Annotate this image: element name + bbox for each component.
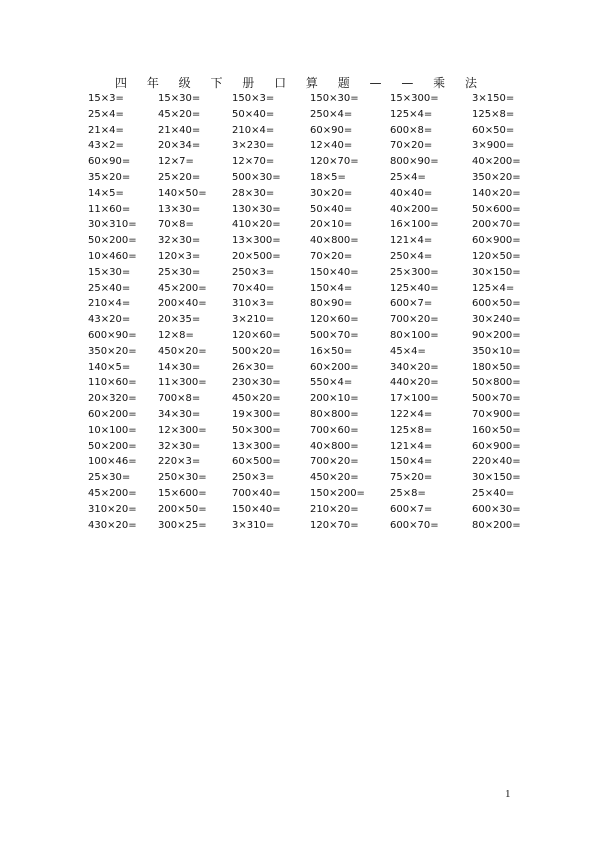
problem-cell: 50×800= bbox=[472, 377, 521, 389]
problem-row bbox=[88, 296, 528, 312]
problem-cell: 700×20= bbox=[310, 456, 359, 468]
problem-cell: 200×50= bbox=[158, 503, 207, 515]
problem-row bbox=[88, 407, 528, 423]
problem-cell: 600×7= bbox=[390, 503, 433, 515]
problem-cell: 100×46= bbox=[88, 456, 137, 468]
problem-cell: 12×7= bbox=[158, 156, 194, 168]
problem-row bbox=[88, 439, 528, 455]
problem-cell: 800×90= bbox=[390, 156, 439, 168]
problem-cell: 210×4= bbox=[88, 298, 131, 310]
problem-cell: 13×300= bbox=[232, 440, 281, 452]
problem-cell: 16×100= bbox=[390, 219, 439, 231]
problem-cell: 14×30= bbox=[158, 361, 201, 373]
problem-cell: 220×40= bbox=[472, 456, 521, 468]
problem-cell: 3×310= bbox=[232, 519, 275, 531]
problem-cell: 43×2= bbox=[88, 140, 124, 152]
problem-cell: 250×4= bbox=[310, 108, 353, 120]
problem-cell: 250×4= bbox=[390, 250, 433, 262]
problem-cell: 20×500= bbox=[232, 250, 281, 262]
problem-cell: 230×30= bbox=[232, 377, 281, 389]
problem-cell: 11×60= bbox=[88, 203, 131, 215]
problem-cell: 50×300= bbox=[232, 424, 281, 436]
page-title: 四 年 级 下 册 口 算 题 — — 乘 法 bbox=[115, 76, 485, 90]
problem-row bbox=[88, 123, 528, 139]
problem-cell: 25×30= bbox=[88, 472, 131, 484]
problem-cell: 60×200= bbox=[310, 361, 359, 373]
problem-row bbox=[88, 265, 528, 281]
problem-cell: 180×50= bbox=[472, 361, 521, 373]
problem-cell: 40×800= bbox=[310, 440, 359, 452]
problem-cell: 80×90= bbox=[310, 298, 353, 310]
problem-cell: 13×300= bbox=[232, 235, 281, 247]
problem-cell: 15×300= bbox=[390, 93, 439, 104]
problem-cell: 310×3= bbox=[232, 298, 275, 310]
problem-cell: 60×900= bbox=[472, 440, 521, 452]
problem-cell: 28×30= bbox=[232, 187, 275, 199]
problem-cell: 600×8= bbox=[390, 124, 433, 136]
problem-cell: 450×20= bbox=[158, 345, 207, 357]
problem-cell: 26×30= bbox=[232, 361, 275, 373]
problem-cell: 250×3= bbox=[232, 266, 275, 278]
problem-row bbox=[88, 375, 528, 391]
problem-cell: 210×20= bbox=[310, 503, 359, 515]
problem-cell: 30×310= bbox=[88, 219, 137, 231]
problem-cell: 600×50= bbox=[472, 298, 521, 310]
problem-cell: 40×200= bbox=[390, 203, 439, 215]
problem-row bbox=[88, 344, 528, 360]
problem-row bbox=[88, 486, 528, 502]
problem-cell: 121×4= bbox=[390, 440, 433, 452]
problem-row bbox=[88, 154, 528, 170]
problem-row bbox=[88, 186, 528, 202]
problem-cell: 600×7= bbox=[390, 298, 433, 310]
problem-cell: 20×35= bbox=[158, 314, 201, 326]
problem-cell: 120×60= bbox=[232, 329, 281, 341]
problem-cell: 25×20= bbox=[158, 171, 201, 183]
problem-cell: 120×70= bbox=[310, 156, 359, 168]
problem-row bbox=[88, 312, 528, 328]
problem-cell: 125×8= bbox=[390, 424, 433, 436]
problem-row bbox=[88, 281, 528, 297]
problem-cell: 25×40= bbox=[88, 282, 131, 294]
problem-row bbox=[88, 138, 528, 154]
problem-cell: 43×20= bbox=[88, 314, 131, 326]
problem-cell: 121×4= bbox=[390, 235, 433, 247]
problem-cell: 45×200= bbox=[158, 282, 207, 294]
problem-cell: 120×50= bbox=[472, 250, 521, 262]
problem-cell: 30×150= bbox=[472, 266, 521, 278]
problem-cell: 90×200= bbox=[472, 329, 521, 341]
problem-row bbox=[88, 328, 528, 344]
problem-cell: 70×900= bbox=[472, 408, 521, 420]
problem-cell: 12×8= bbox=[158, 329, 194, 341]
problem-cell: 25×4= bbox=[88, 108, 124, 120]
problem-row bbox=[88, 233, 528, 249]
problem-cell: 3×150= bbox=[472, 93, 515, 104]
problem-cell: 35×20= bbox=[88, 171, 131, 183]
problem-row bbox=[88, 470, 528, 486]
problem-cell: 75×20= bbox=[390, 472, 433, 484]
problem-cell: 40×40= bbox=[390, 187, 433, 199]
problem-cell: 3×900= bbox=[472, 140, 515, 152]
problem-cell: 25×40= bbox=[472, 487, 515, 499]
problem-cell: 32×30= bbox=[158, 440, 201, 452]
problem-cell: 200×40= bbox=[158, 298, 207, 310]
problem-cell: 310×20= bbox=[88, 503, 137, 515]
problem-cell: 60×500= bbox=[232, 456, 281, 468]
problem-cell: 25×8= bbox=[390, 487, 426, 499]
problem-cell: 12×300= bbox=[158, 424, 207, 436]
problem-cell: 340×20= bbox=[390, 361, 439, 373]
problem-cell: 30×240= bbox=[472, 314, 521, 326]
problem-cell: 50×200= bbox=[88, 440, 137, 452]
problem-cell: 70×20= bbox=[390, 140, 433, 152]
problem-cell: 15×30= bbox=[88, 266, 131, 278]
problem-cell: 110×60= bbox=[88, 377, 137, 389]
problem-cell: 120×70= bbox=[310, 519, 359, 531]
problem-cell: 50×40= bbox=[310, 203, 353, 215]
problem-cell: 50×600= bbox=[472, 203, 521, 215]
problem-cell: 500×70= bbox=[310, 329, 359, 341]
problem-row bbox=[88, 423, 528, 439]
problem-cell: 14×5= bbox=[88, 187, 124, 199]
problem-row bbox=[88, 360, 528, 376]
problem-cell: 350×10= bbox=[472, 345, 521, 357]
problem-cell: 17×100= bbox=[390, 393, 439, 405]
problem-cell: 70×8= bbox=[158, 219, 194, 231]
problem-row bbox=[88, 249, 528, 265]
problem-cell: 700×20= bbox=[390, 314, 439, 326]
problem-cell: 15×30= bbox=[158, 93, 201, 104]
problem-cell: 60×900= bbox=[472, 235, 521, 247]
problem-cell: 600×30= bbox=[472, 503, 521, 515]
problem-cell: 10×460= bbox=[88, 250, 137, 262]
problem-cell: 80×800= bbox=[310, 408, 359, 420]
problem-cell: 150×40= bbox=[232, 503, 281, 515]
problem-cell: 60×90= bbox=[310, 124, 353, 136]
problem-cell: 20×320= bbox=[88, 393, 137, 405]
problem-cell: 700×60= bbox=[310, 424, 359, 436]
problem-cell: 15×600= bbox=[158, 487, 207, 499]
problem-cell: 125×4= bbox=[472, 282, 515, 294]
problem-cell: 21×40= bbox=[158, 124, 201, 136]
problem-cell: 60×90= bbox=[88, 156, 131, 168]
problem-row bbox=[88, 91, 528, 107]
problem-cell: 25×300= bbox=[390, 266, 439, 278]
problem-cell: 440×20= bbox=[390, 377, 439, 389]
problem-cell: 150×4= bbox=[310, 282, 353, 294]
problem-cell: 3×230= bbox=[232, 140, 275, 152]
problem-cell: 450×20= bbox=[310, 472, 359, 484]
problem-cell: 70×40= bbox=[232, 282, 275, 294]
problem-cell: 25×30= bbox=[158, 266, 201, 278]
problem-cell: 60×50= bbox=[472, 124, 515, 136]
problem-row bbox=[88, 170, 528, 186]
problem-cell: 140×20= bbox=[472, 187, 521, 199]
problem-cell: 45×4= bbox=[390, 345, 426, 357]
problem-cell: 12×40= bbox=[310, 140, 353, 152]
problem-cell: 50×40= bbox=[232, 108, 275, 120]
problem-cell: 45×200= bbox=[88, 487, 137, 499]
problem-cell: 3×210= bbox=[232, 314, 275, 326]
problem-cell: 125×40= bbox=[390, 282, 439, 294]
problem-cell: 70×20= bbox=[310, 250, 353, 262]
problem-cell: 32×30= bbox=[158, 235, 201, 247]
problem-cell: 140×50= bbox=[158, 187, 207, 199]
page-number: 1 bbox=[505, 788, 511, 800]
problem-cell: 25×4= bbox=[390, 171, 426, 183]
problem-cell: 160×50= bbox=[472, 424, 521, 436]
problem-cell: 600×70= bbox=[390, 519, 439, 531]
problem-cell: 410×20= bbox=[232, 219, 281, 231]
problem-row bbox=[88, 454, 528, 470]
problem-cell: 15×3= bbox=[88, 93, 124, 104]
problem-cell: 150×200= bbox=[310, 487, 365, 499]
problem-cell: 120×3= bbox=[158, 250, 201, 262]
problem-cell: 700×40= bbox=[232, 487, 281, 499]
problem-cell: 500×20= bbox=[232, 345, 281, 357]
problem-cell: 140×5= bbox=[88, 361, 131, 373]
problem-cell: 125×8= bbox=[472, 108, 515, 120]
problem-cell: 125×4= bbox=[390, 108, 433, 120]
problem-cell: 200×10= bbox=[310, 393, 359, 405]
problem-cell: 120×60= bbox=[310, 314, 359, 326]
problem-row bbox=[88, 391, 528, 407]
problem-cell: 350×20= bbox=[472, 171, 521, 183]
problem-cell: 80×200= bbox=[472, 519, 521, 531]
problem-row bbox=[88, 518, 528, 534]
problem-cell: 150×4= bbox=[390, 456, 433, 468]
problem-cell: 500×30= bbox=[232, 171, 281, 183]
problem-cell: 150×30= bbox=[310, 93, 359, 104]
problem-cell: 18×5= bbox=[310, 171, 346, 183]
problem-cell: 40×200= bbox=[472, 156, 521, 168]
problem-cell: 20×10= bbox=[310, 219, 353, 231]
problem-cell: 500×70= bbox=[472, 393, 521, 405]
problem-cell: 10×100= bbox=[88, 424, 137, 436]
problem-cell: 250×3= bbox=[232, 472, 275, 484]
problem-cell: 700×8= bbox=[158, 393, 201, 405]
problem-row bbox=[88, 202, 528, 218]
problem-cell: 200×70= bbox=[472, 219, 521, 231]
problem-cell: 30×20= bbox=[310, 187, 353, 199]
problem-cell: 80×100= bbox=[390, 329, 439, 341]
problem-cell: 45×20= bbox=[158, 108, 201, 120]
problem-grid bbox=[88, 91, 528, 533]
problem-row bbox=[88, 502, 528, 518]
problem-cell: 21×4= bbox=[88, 124, 124, 136]
problem-cell: 50×200= bbox=[88, 235, 137, 247]
problem-cell: 40×800= bbox=[310, 235, 359, 247]
problem-cell: 130×30= bbox=[232, 203, 281, 215]
problem-cell: 12×70= bbox=[232, 156, 275, 168]
problem-cell: 150×40= bbox=[310, 266, 359, 278]
problem-cell: 250×30= bbox=[158, 472, 207, 484]
problem-cell: 430×20= bbox=[88, 519, 137, 531]
problem-cell: 550×4= bbox=[310, 377, 353, 389]
problem-cell: 13×30= bbox=[158, 203, 201, 215]
problem-cell: 300×25= bbox=[158, 519, 207, 531]
problem-row bbox=[88, 217, 528, 233]
problem-cell: 30×150= bbox=[472, 472, 521, 484]
problem-cell: 210×4= bbox=[232, 124, 275, 136]
problem-cell: 20×34= bbox=[158, 140, 201, 152]
problem-row bbox=[88, 107, 528, 123]
problem-cell: 16×50= bbox=[310, 345, 353, 357]
problem-cell: 11×300= bbox=[158, 377, 207, 389]
problem-cell: 220×3= bbox=[158, 456, 201, 468]
problem-cell: 350×20= bbox=[88, 345, 137, 357]
problem-cell: 450×20= bbox=[232, 393, 281, 405]
problem-cell: 60×200= bbox=[88, 408, 137, 420]
problem-cell: 150×3= bbox=[232, 93, 275, 104]
problem-cell: 34×30= bbox=[158, 408, 201, 420]
problem-cell: 19×300= bbox=[232, 408, 281, 420]
problem-cell: 122×4= bbox=[390, 408, 433, 420]
problem-cell: 600×90= bbox=[88, 329, 137, 341]
